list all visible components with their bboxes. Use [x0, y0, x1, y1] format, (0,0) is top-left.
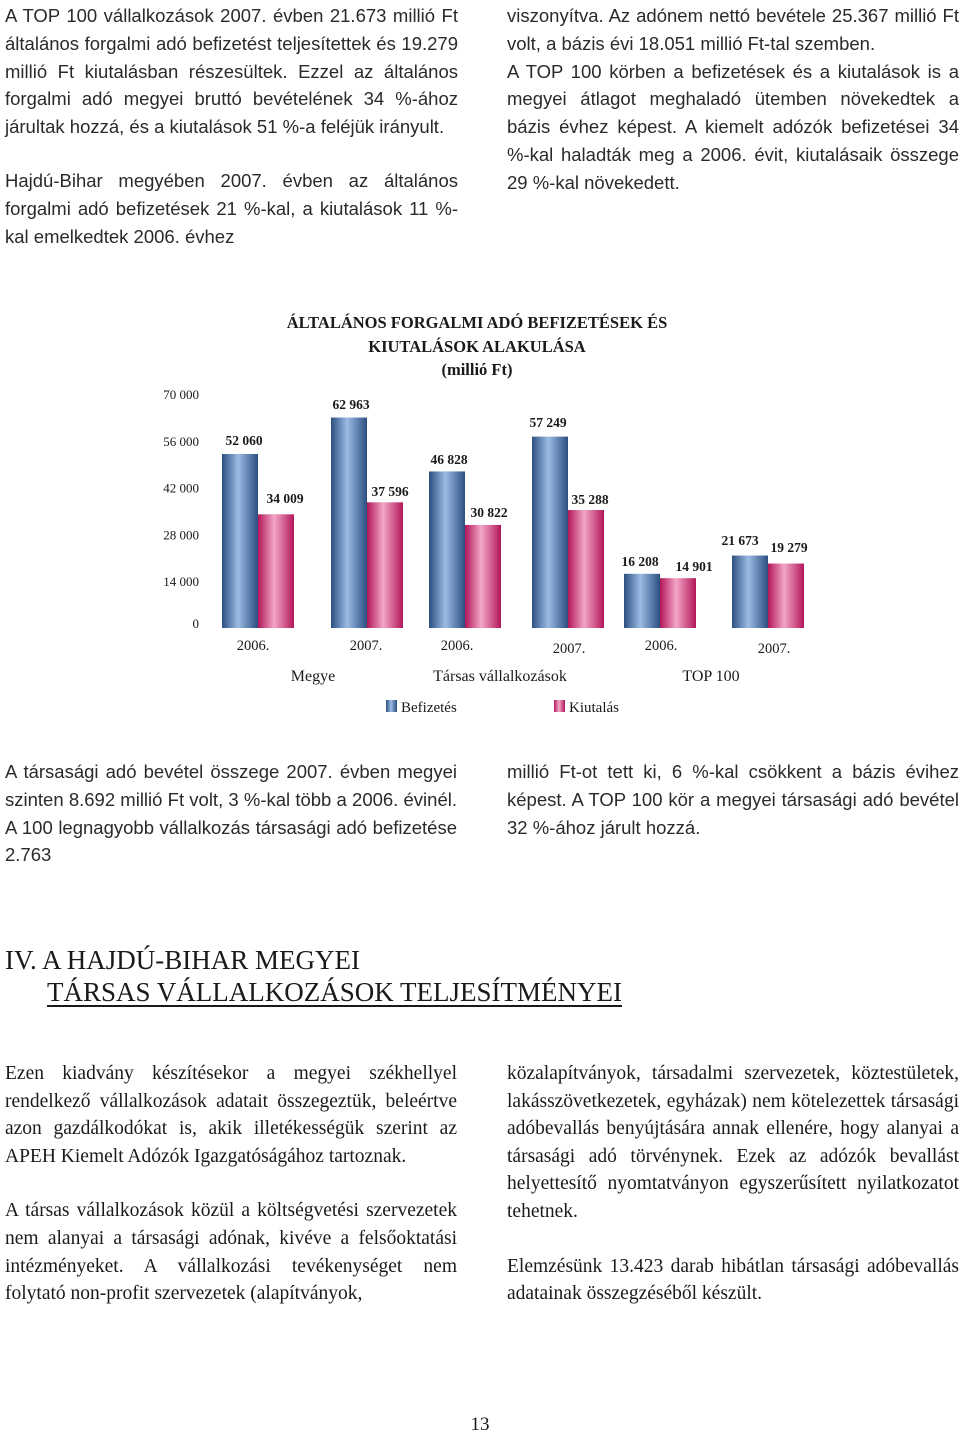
chart-title-line-1: ÁLTALÁNOS FORGALMI ADÓ BEFIZETÉSEK ÉS — [286, 313, 668, 332]
bar-befizetes — [732, 556, 768, 628]
y-tick-label: 70 000 — [163, 387, 199, 402]
top-right-paragraph-1: viszonyítva. Az adónem nettó bevétele 25.367 millió Ft volt, a bázis évi 18.051 millió Ft-tal szemben. — [507, 5, 959, 54]
data-label-befizetes: 52 060 — [225, 433, 263, 448]
top-right-paragraph-2: A TOP 100 körben a befizetések és a kiutalások is a megyei átlagot meghaladó ütemben növekedtek a bázis évhez képest. A kiemelt adózók befizetései 34 %-kal haladták meg a 2006. évit, kiutalásaik összege 29 %-kal növekedett. — [507, 60, 959, 193]
x-category-label: 2007. — [552, 641, 586, 657]
top-left-column — [5, 2, 458, 250]
section-left-paragraph-1: Ezen kiadvány készítésekor a megyei székhellyel rendelkező vállalkozások adatait összegeztük, beleértve azon gazdálkodókat is, akik illetékességük szerint az APEH Kiemelt Adózók Igazgatóságához tartoznak. — [5, 1063, 457, 1167]
data-label-befizetes: 62 963 — [332, 397, 370, 412]
corporate-tax-paragraph-left: A társasági adó bevétel összege 2007. évben megyei szinten 8.692 millió Ft volt, 3 %-kal több a 2006. évinél. A 100 legnagyobb vállalkozás társasági adó befizetése 2.763 — [5, 761, 457, 866]
y-tick-label: 0 — [192, 616, 199, 631]
legend-swatch-kiutalas — [554, 700, 565, 712]
section-right-column — [507, 1060, 959, 1308]
bar-befizetes — [532, 437, 568, 628]
data-label-kiutalas: 30 822 — [470, 505, 508, 520]
section-heading-line-2: TÁRSAS VÁLLALKOZÁSOK TELJESÍTMÉNYEI — [47, 977, 622, 1007]
legend-label-kiutalas: Kiutalás — [569, 700, 619, 716]
x-group-label: Megye — [290, 668, 336, 685]
top-left-paragraph-1: A TOP 100 vállalkozások 2007. évben 21.673 millió Ft általános forgalmi adó befizetést teljesítettek és 19.279 millió Ft kiutalásban részesültek. Ezzel az általános forgalmi adó megyei bruttó bevételének 34 %-ához járultak hozzá, és a kiutalások 51 %-a feléjük irányult. — [5, 5, 458, 138]
y-tick-label: 14 000 — [163, 574, 199, 590]
bars — [222, 397, 808, 628]
top-left-paragraph-2: Hajdú-Bihar megyében 2007. évben az általános forgalmi adó befizetések 21 %-kal, a kiutalások 11 %-kal emelkedtek 2006. évhez — [5, 169, 458, 247]
x-category-label: 2006. — [644, 638, 678, 654]
section-heading-line-1: IV. A HAJDÚ-BIHAR MEGYEI — [5, 945, 361, 975]
bar-kiutalas — [660, 578, 696, 628]
page-number: 13 — [470, 1414, 490, 1435]
corporate-tax-paragraph-right: millió Ft-ot tett ki, 6 %-kal csökkent a bázis évihez képest. A TOP 100 kör a megyei társasági adó bevétel 32 %-ához járult hozzá. — [507, 761, 959, 838]
y-tick-label: 56 000 — [163, 433, 199, 449]
data-label-befizetes: 57 249 — [529, 415, 567, 430]
y-tick-label: 28 000 — [163, 527, 199, 543]
section-left-paragraph-2: A társas vállalkozások közül a költségvetési szervezetek nem alanyai a társasági adónak, kivéve a felsőoktatási intézményeket. A vállalkozási tevékenységet nem folytató non-profit szervezetek (alapítványok, — [5, 1200, 457, 1305]
x-axis-groups — [291, 668, 740, 685]
x-category-label: 2006. — [236, 638, 270, 654]
data-label-befizetes: 21 673 — [721, 533, 759, 548]
data-label-kiutalas: 34 009 — [266, 491, 304, 506]
y-axis — [163, 387, 199, 631]
data-label-befizetes: 46 828 — [430, 452, 468, 467]
top-right-column — [507, 2, 959, 197]
bar-kiutalas — [367, 502, 403, 628]
data-label-befizetes: 16 208 — [621, 554, 659, 569]
x-category-label: 2006. — [440, 638, 474, 654]
legend-swatch-befizetes — [386, 700, 397, 712]
corporate-tax-right-column — [507, 758, 959, 841]
x-category-label: 2007. — [349, 638, 383, 654]
chart-title-line-2: KIUTALÁSOK ALAKULÁSA — [368, 337, 586, 356]
data-label-kiutalas: 37 596 — [371, 484, 409, 499]
y-tick-label: 42 000 — [163, 480, 199, 496]
data-label-kiutalas: 35 288 — [571, 492, 609, 507]
section-heading — [5, 944, 622, 1008]
bar-befizetes — [222, 454, 258, 628]
data-label-kiutalas: 14 901 — [675, 559, 713, 574]
section-left-column — [5, 1060, 457, 1308]
section-right-paragraph-1: közalapítványok, társadalmi szervezetek, köztestületek, lakásszövetkezetek, egyházak) nem kötelezettek társasági adóbevallás benyújtására annak ellenére, hogy alanyai a társasági adó törvénynek. Ezek az adózók bevallást helyettesítő nyomtatványon egyszerűsített nyilatkozatot tehetnek. — [507, 1063, 959, 1222]
bar-kiutalas — [258, 514, 294, 628]
bar-kiutalas — [568, 510, 604, 628]
bar-kiutalas — [465, 525, 501, 628]
x-group-label: Társas vállalkozások — [433, 668, 567, 685]
bar-befizetes — [429, 471, 465, 628]
data-label-kiutalas: 19 279 — [770, 540, 808, 555]
bar-befizetes — [331, 418, 367, 628]
section-right-paragraph-2: Elemzésünk 13.423 darab hibátlan társasági adóbevallás adatainak összegzéséből készült. — [507, 1255, 959, 1305]
x-group-label: TOP 100 — [682, 668, 740, 685]
chart-legend — [386, 700, 619, 716]
bar-befizetes — [624, 574, 660, 628]
legend-label-befizetes: Befizetés — [401, 700, 457, 716]
corporate-tax-left-column — [5, 758, 457, 869]
x-axis-categories — [237, 638, 791, 657]
x-category-label: 2007. — [757, 641, 791, 657]
bar-kiutalas — [768, 564, 804, 628]
vat-bar-chart — [0, 300, 960, 720]
chart-subtitle: (millió Ft) — [441, 360, 513, 379]
